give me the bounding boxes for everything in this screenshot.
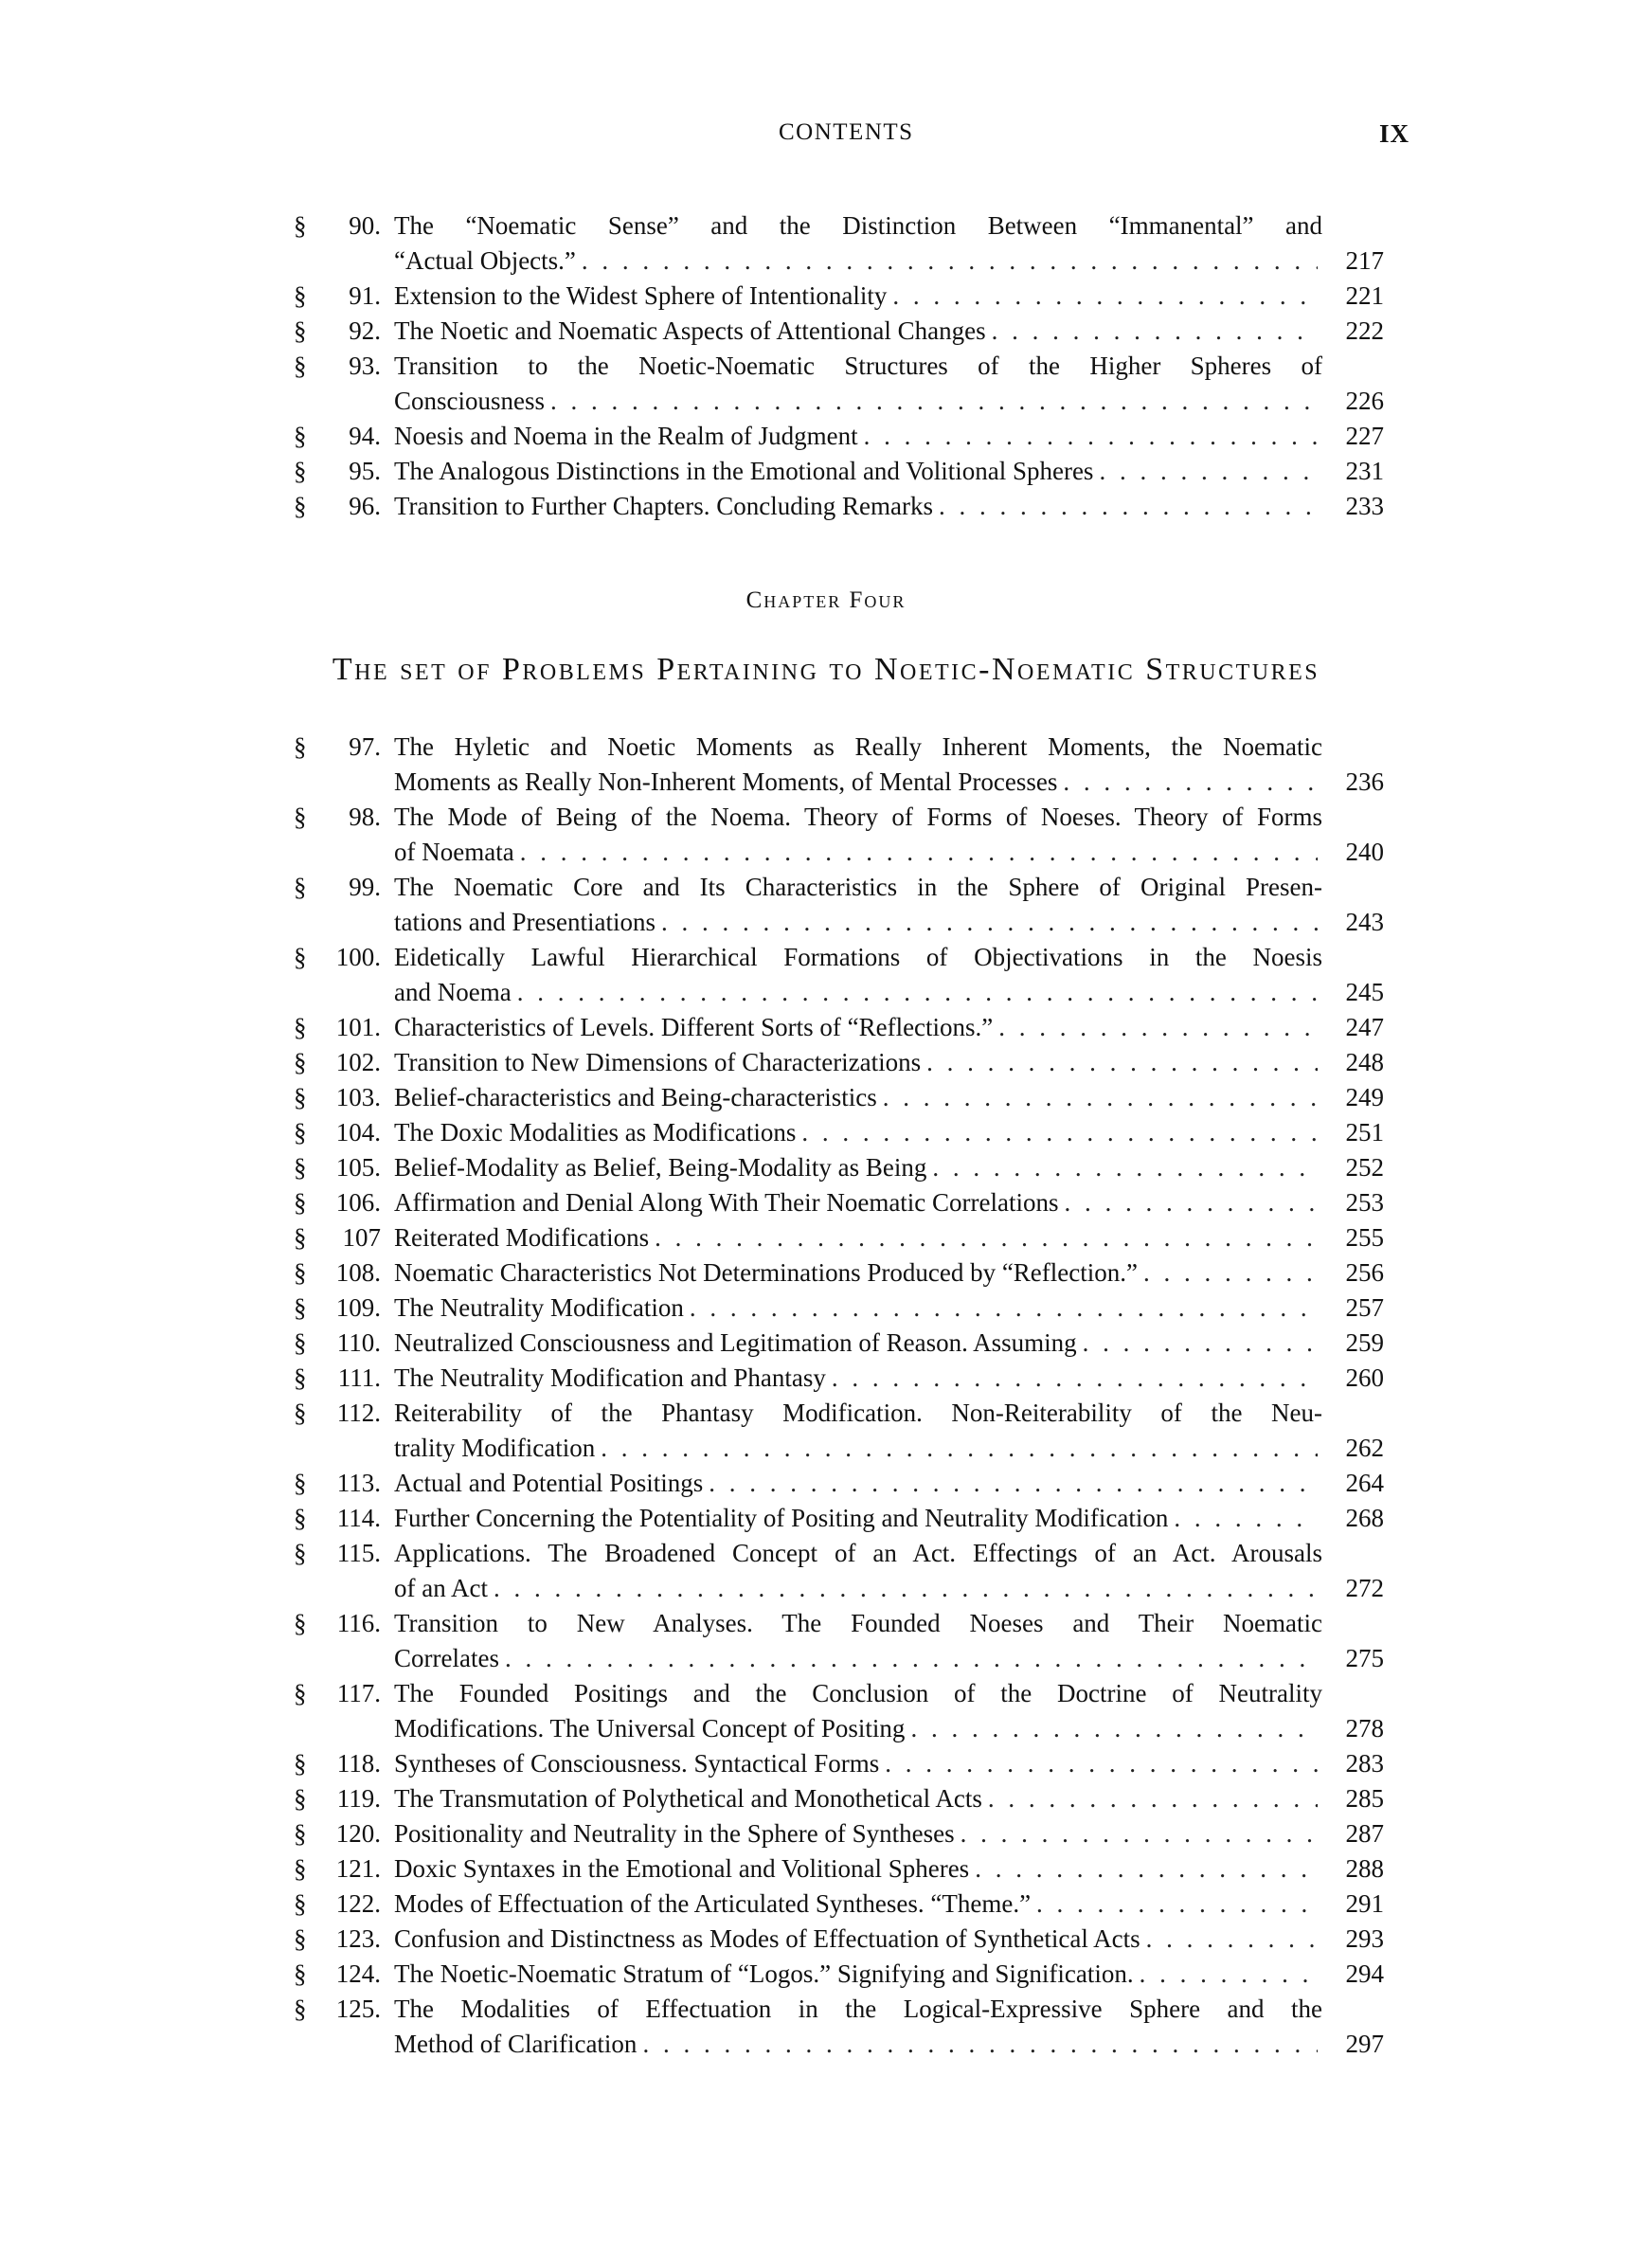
dot-leader — [1083, 1326, 1318, 1361]
section-number: 114. — [336, 1504, 381, 1532]
entry-title: Transition to Further Chapters. Concluding Remarks — [394, 492, 933, 520]
section-number: 104. — [335, 1118, 381, 1147]
dot-leader — [939, 489, 1318, 524]
entry-title: Further Concerning the Potentiality of Positing and Neutrality Modification — [394, 1504, 1169, 1532]
toc-section-chapter-four — [284, 730, 1421, 2062]
section-symbol: § — [294, 281, 307, 310]
section-symbol: § — [294, 1223, 307, 1252]
running-head-title: CONTENTS — [779, 119, 914, 145]
toc-entry — [284, 1676, 1421, 1746]
entry-title-line: The Mode of Being of the Noema. Theory of Forms of Noeses. Theory of Forms — [394, 803, 1322, 831]
dot-leader — [801, 1115, 1318, 1150]
entry-page-number: 268 — [1345, 1504, 1384, 1532]
entry-page-number: 249 — [1345, 1083, 1384, 1111]
entry-title: Confusion and Distinctness as Modes of Effectuation of Synthetical Acts — [394, 1924, 1140, 1953]
entry-page-number: 285 — [1345, 1784, 1384, 1813]
section-symbol: § — [294, 1784, 307, 1813]
entry-page-number: 247 — [1345, 1013, 1384, 1041]
entry-page-number: 278 — [1345, 1714, 1384, 1742]
section-symbol: § — [294, 352, 307, 380]
entry-title: Characteristics of Levels. Different Sorts of “Reflections.” — [394, 1013, 994, 1041]
entry-title: The Noetic-Noematic Stratum of “Logos.” Signifying and Signification. — [394, 1959, 1134, 1988]
section-symbol: § — [294, 1013, 307, 1041]
entry-page-number: 236 — [1345, 767, 1384, 796]
section-number: 117. — [336, 1679, 381, 1707]
toc-entry — [284, 1887, 1421, 1922]
dot-leader — [1143, 1255, 1318, 1291]
entry-page-number: 272 — [1345, 1574, 1384, 1602]
dot-leader — [1036, 1887, 1318, 1922]
toc-entry — [284, 1781, 1421, 1816]
section-number: 115. — [336, 1539, 381, 1567]
section-symbol: § — [294, 732, 307, 761]
section-number: 125. — [335, 1995, 381, 2023]
section-symbol: § — [294, 1504, 307, 1532]
entry-title: and Noema — [394, 978, 512, 1006]
section-symbol: § — [294, 1609, 307, 1637]
toc-entry — [284, 1115, 1421, 1150]
section-number: 101. — [335, 1013, 381, 1041]
section-number: 118. — [336, 1749, 381, 1778]
entry-title: Doxic Syntaxes in the Emotional and Volitional Spheres — [394, 1854, 970, 1883]
dot-leader — [494, 1571, 1318, 1606]
section-number: 90. — [349, 211, 381, 240]
entry-page-number: 231 — [1345, 457, 1384, 485]
section-number: 111. — [337, 1363, 381, 1392]
section-symbol: § — [294, 1048, 307, 1076]
toc-entry — [284, 1746, 1421, 1781]
entry-title: Transition to New Dimensions of Characterizations — [394, 1048, 922, 1076]
entry-page-number: 245 — [1345, 978, 1384, 1006]
section-symbol: § — [294, 211, 307, 240]
entry-page-number: 221 — [1345, 281, 1384, 310]
dot-leader — [883, 1080, 1318, 1115]
toc-entry — [284, 1255, 1421, 1291]
toc-entry — [284, 1220, 1421, 1255]
section-number: 94. — [349, 422, 381, 450]
toc-entry — [284, 1185, 1421, 1220]
section-symbol: § — [294, 1399, 307, 1427]
entry-page-number: 275 — [1345, 1644, 1384, 1672]
entry-page-number: 257 — [1345, 1293, 1384, 1322]
entry-title: Noematic Characteristics Not Determinations Produced by “Reflection.” — [394, 1258, 1138, 1287]
section-number: 92. — [349, 316, 381, 345]
dot-leader — [892, 279, 1318, 314]
section-symbol: § — [294, 1539, 307, 1567]
entry-title: The Neutrality Modification and Phantasy — [394, 1363, 826, 1392]
dot-leader — [582, 244, 1318, 279]
toc-entry — [284, 1992, 1421, 2062]
section-number: 91. — [349, 281, 381, 310]
section-number: 121. — [335, 1854, 381, 1883]
section-symbol: § — [294, 316, 307, 345]
section-number: 120. — [335, 1819, 381, 1848]
entry-title: Correlates — [394, 1644, 499, 1672]
entry-title: trality Modification — [394, 1434, 596, 1462]
section-number: 116. — [336, 1609, 381, 1637]
section-number: 109. — [335, 1293, 381, 1322]
toc-entry — [284, 349, 1421, 419]
running-head — [0, 119, 1652, 157]
section-symbol: § — [294, 1118, 307, 1147]
section-symbol: § — [294, 873, 307, 901]
entry-title: Modifications. The Universal Concept of Positing — [394, 1714, 906, 1742]
toc-entry — [284, 1150, 1421, 1185]
entry-title-line: The Hyletic and Noetic Moments as Really Inherent Moments, the Noematic — [394, 732, 1322, 761]
section-number: 112. — [336, 1399, 381, 1427]
section-number: 100. — [335, 943, 381, 971]
entry-title: Extension to the Widest Sphere of Intentionality — [394, 281, 888, 310]
dot-leader — [709, 1466, 1318, 1501]
entry-page-number: 287 — [1345, 1819, 1384, 1848]
dot-leader — [520, 835, 1318, 870]
section-symbol: § — [294, 457, 307, 485]
dot-leader — [550, 384, 1318, 419]
section-symbol: § — [294, 1188, 307, 1217]
dot-leader — [926, 1045, 1318, 1080]
section-number: 108. — [335, 1258, 381, 1287]
section-number: 124. — [335, 1959, 381, 1988]
entry-title-line: Eidetically Lawful Hierarchical Formations of Objectivations in the Noesis — [394, 943, 1322, 971]
chapter-title: The set of Problems Pertaining to Noetic-Noematic Structures — [332, 652, 1320, 687]
entry-page-number: 243 — [1345, 908, 1384, 936]
toc-entry — [284, 1606, 1421, 1676]
dot-leader — [988, 1781, 1318, 1816]
toc-section-chapter-three-end — [284, 208, 1421, 524]
toc-entry — [284, 1291, 1421, 1326]
section-symbol: § — [294, 803, 307, 831]
toc-entry — [284, 1326, 1421, 1361]
entry-title: The Transmutation of Polythetical and Monothetical Acts — [394, 1784, 982, 1813]
section-number: 105. — [335, 1153, 381, 1182]
dot-leader — [992, 314, 1318, 349]
toc-entry — [284, 314, 1421, 349]
dot-leader — [998, 1010, 1318, 1045]
entry-page-number: 262 — [1345, 1434, 1384, 1462]
entry-page-number: 264 — [1345, 1469, 1384, 1497]
toc-entry — [284, 1851, 1421, 1887]
dot-leader — [975, 1851, 1318, 1887]
section-symbol: § — [294, 1924, 307, 1953]
dot-leader — [1140, 1957, 1318, 1992]
entry-title-line: The “Noematic Sense” and the Distinction Between “Immanental” and — [394, 211, 1322, 240]
entry-title-line: The Founded Positings and the Conclusion of the Doctrine of Neutrality — [394, 1679, 1322, 1707]
section-symbol: § — [294, 943, 307, 971]
entry-page-number: 226 — [1345, 387, 1384, 415]
toc-entry — [284, 208, 1421, 279]
toc-entry — [284, 1536, 1421, 1606]
entry-title-line: Transition to New Analyses. The Founded Noeses and Their Noematic — [394, 1609, 1322, 1637]
entry-title: of an Act — [394, 1574, 488, 1602]
entry-page-number: 252 — [1345, 1153, 1384, 1182]
entry-title: The Neutrality Modification — [394, 1293, 684, 1322]
entry-page-number: 253 — [1345, 1188, 1384, 1217]
entry-title: The Doxic Modalities as Modifications — [394, 1118, 797, 1147]
dot-leader — [690, 1291, 1318, 1326]
entry-page-number: 227 — [1345, 422, 1384, 450]
section-symbol: § — [294, 1819, 307, 1848]
toc-entry — [284, 800, 1421, 870]
entry-page-number: 291 — [1345, 1889, 1384, 1918]
entry-page-number: 248 — [1345, 1048, 1384, 1076]
section-symbol: § — [294, 1889, 307, 1918]
dot-leader — [1065, 1185, 1318, 1220]
dot-leader — [1063, 765, 1318, 800]
entry-title: Method of Clarification — [394, 2030, 637, 2058]
dot-leader — [655, 1220, 1318, 1255]
toc-entry — [284, 1010, 1421, 1045]
section-symbol: § — [294, 1328, 307, 1357]
toc-entry — [284, 1045, 1421, 1080]
toc-entry — [284, 279, 1421, 314]
section-number: 106. — [335, 1188, 381, 1217]
entry-page-number: 297 — [1345, 2030, 1384, 2058]
toc-entry — [284, 419, 1421, 454]
toc-entry — [284, 940, 1421, 1010]
entry-page-number: 256 — [1345, 1258, 1384, 1287]
toc-entry — [284, 1816, 1421, 1851]
section-number: 110. — [336, 1328, 381, 1357]
toc-entry — [284, 1501, 1421, 1536]
dot-leader — [932, 1150, 1318, 1185]
dot-leader — [885, 1746, 1318, 1781]
section-symbol: § — [294, 1959, 307, 1988]
toc-entry — [284, 1466, 1421, 1501]
section-number: 93. — [349, 352, 381, 380]
toc-entry — [284, 1922, 1421, 1957]
entry-title: Positionality and Neutrality in the Sphere of Syntheses — [394, 1819, 955, 1848]
section-symbol: § — [294, 422, 307, 450]
entry-title: Noesis and Noema in the Realm of Judgment — [394, 422, 858, 450]
entry-title: Actual and Potential Positings — [394, 1469, 704, 1497]
entry-title: The Analogous Distinctions in the Emotional and Volitional Spheres — [394, 457, 1094, 485]
dot-leader — [910, 1711, 1318, 1746]
entry-page-number: 251 — [1345, 1118, 1384, 1147]
dot-leader — [1174, 1501, 1318, 1536]
dot-leader — [961, 1816, 1318, 1851]
toc-entry — [284, 1361, 1421, 1396]
entry-title: Neutralized Consciousness and Legitimation of Reason. Assuming — [394, 1328, 1077, 1357]
entry-page-number: 222 — [1345, 316, 1384, 345]
section-number: 123. — [335, 1924, 381, 1953]
section-symbol: § — [294, 1469, 307, 1497]
dot-leader — [661, 905, 1318, 940]
entry-title: Modes of Effectuation of the Articulated Syntheses. “Theme.” — [394, 1889, 1032, 1918]
section-number: 96. — [349, 492, 381, 520]
entry-page-number: 233 — [1345, 492, 1384, 520]
section-symbol: § — [294, 492, 307, 520]
entry-title-line: Reiterability of the Phantasy Modification. Non-Reiterability of the Neu- — [394, 1399, 1322, 1427]
section-number: 107 — [342, 1223, 381, 1252]
section-number: 95. — [349, 457, 381, 485]
section-symbol: § — [294, 1153, 307, 1182]
entry-title: of Noemata — [394, 838, 514, 866]
section-number: 99. — [349, 873, 381, 901]
entry-title: Consciousness — [394, 387, 546, 415]
chapter-label: Chapter Four — [745, 587, 907, 613]
section-symbol: § — [294, 1083, 307, 1111]
toc-entry — [284, 870, 1421, 940]
section-number: 97. — [349, 732, 381, 761]
toc-entry — [284, 1957, 1421, 1992]
toc-entry — [284, 454, 1421, 489]
entry-title-line: The Modalities of Effectuation in the Logical-Expressive Sphere and the — [394, 1995, 1322, 2023]
dot-leader — [864, 419, 1318, 454]
entry-title-line: Applications. The Broadened Concept of an Act. Effectings of an Act. Arousals — [394, 1539, 1322, 1567]
section-symbol: § — [294, 1293, 307, 1322]
entry-title: Reiterated Modifications — [394, 1223, 650, 1252]
entry-title: Moments as Really Non-Inherent Moments, of Mental Processes — [394, 767, 1058, 796]
toc-entry — [284, 489, 1421, 524]
section-symbol: § — [294, 1749, 307, 1778]
dot-leader — [832, 1361, 1318, 1396]
dot-leader — [505, 1641, 1318, 1676]
entry-title: tations and Presentiations — [394, 908, 655, 936]
toc-entry — [284, 1080, 1421, 1115]
dot-leader — [1099, 454, 1318, 489]
entry-title: Belief-Modality as Belief, Being-Modality as Being — [394, 1153, 927, 1182]
entry-page-number: 217 — [1345, 246, 1384, 275]
entry-page-number: 294 — [1345, 1959, 1384, 1988]
section-number: 122. — [335, 1889, 381, 1918]
section-number: 102. — [335, 1048, 381, 1076]
dot-leader — [517, 975, 1318, 1010]
entry-title: The Noetic and Noematic Aspects of Attentional Changes — [394, 316, 986, 345]
page-number: IX — [1379, 119, 1410, 148]
entry-title-line: Transition to the Noetic-Noematic Structures of the Higher Spheres of — [394, 352, 1322, 380]
entry-title: Affirmation and Denial Along With Their Noematic Correlations — [394, 1188, 1059, 1217]
entry-page-number: 283 — [1345, 1749, 1384, 1778]
toc-entry — [284, 1396, 1421, 1466]
section-symbol: § — [294, 1679, 307, 1707]
entry-page-number: 293 — [1345, 1924, 1384, 1953]
entry-page-number: 288 — [1345, 1854, 1384, 1883]
toc-entry — [284, 730, 1421, 800]
entry-page-number: 259 — [1345, 1328, 1384, 1357]
section-number: 113. — [336, 1469, 381, 1497]
dot-leader — [642, 2027, 1318, 2062]
dot-leader — [1146, 1922, 1318, 1957]
dot-leader — [601, 1431, 1318, 1466]
entry-title: Belief-characteristics and Being-characteristics — [394, 1083, 877, 1111]
entry-page-number: 260 — [1345, 1363, 1384, 1392]
entry-page-number: 255 — [1345, 1223, 1384, 1252]
entry-title-line: The Noematic Core and Its Characteristics in the Sphere of Original Presen- — [394, 873, 1322, 901]
entry-title: “Actual Objects.” — [394, 246, 576, 275]
section-symbol: § — [294, 1995, 307, 2023]
entry-title: Syntheses of Consciousness. Syntactical Forms — [394, 1749, 880, 1778]
section-symbol: § — [294, 1363, 307, 1392]
section-symbol: § — [294, 1854, 307, 1883]
section-number: 103. — [335, 1083, 381, 1111]
entry-page-number: 240 — [1345, 838, 1384, 866]
section-number: 98. — [349, 803, 381, 831]
section-number: 119. — [336, 1784, 381, 1813]
section-symbol: § — [294, 1258, 307, 1287]
